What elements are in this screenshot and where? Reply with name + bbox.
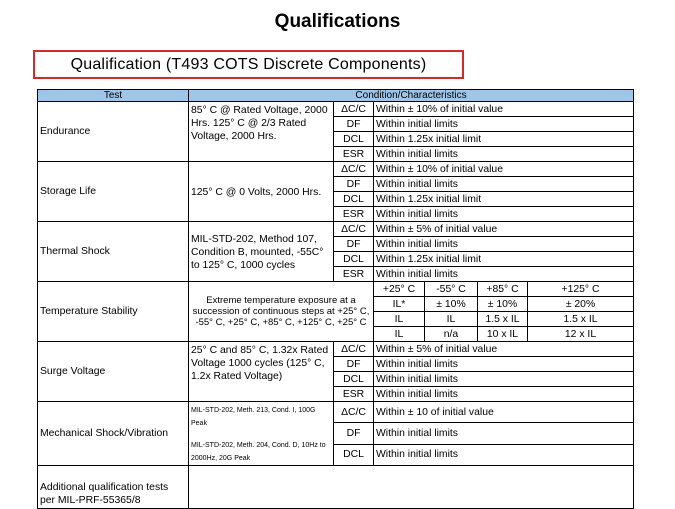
param-cell: ΔC/C (334, 402, 374, 423)
test-surge-voltage: Surge Voltage (38, 342, 189, 402)
additional-tests: Additional qualification tests per MIL-PRF-55365/8 (38, 466, 189, 509)
test-temperature-stability: Temperature Stability (38, 282, 189, 342)
condition-mechanical-shock (189, 402, 334, 466)
param-cell: DCL (334, 132, 374, 147)
result-cell: Within initial limits (374, 357, 634, 372)
tempstab-value-cell: IL (374, 327, 425, 342)
tempstab-value-cell: IL (374, 312, 425, 327)
tempstab-value-cell: n/a (425, 327, 478, 342)
param-cell: ΔC/C (334, 102, 374, 117)
param-cell: DF (334, 237, 374, 252)
tempstab-value-cell: ± 10% (478, 297, 528, 312)
qualification-table (37, 89, 634, 509)
result-cell: Within initial limits (374, 387, 634, 402)
result-cell: Within ± 5% of initial value (374, 342, 634, 357)
tempstab-value-cell: ± 10% (425, 297, 478, 312)
result-cell: Within ± 10% of initial value (374, 102, 634, 117)
additional-empty-cell (189, 466, 634, 509)
test-thermal-shock: Thermal Shock (38, 222, 189, 282)
param-cell: DCL (334, 372, 374, 387)
header-test: Test (38, 90, 189, 102)
tempstab-header-cell: +25° C (374, 282, 425, 297)
condition-endurance: 85° C @ Rated Voltage, 2000 Hrs. 125° C @ 2/3 Rated Voltage, 2000 Hrs. (189, 102, 334, 162)
param-cell: DCL (334, 444, 374, 465)
param-cell: ΔC/C (334, 342, 374, 357)
condition-thermal-shock: MIL-STD-202, Method 107, Condition B, mounted, -55C° to 125° C, 1000 cycles (189, 222, 334, 282)
tempstab-value-cell: ± 20% (528, 297, 634, 312)
result-cell: Within 1.25x initial limit (374, 192, 634, 207)
condition-storage-life: 125° C @ 0 Volts, 2000 Hrs. (189, 162, 334, 222)
condition-surge-voltage: 25° C and 85° C, 1.32x Rated Voltage 1000 cycles (125° C, 1.2x Rated Voltage) (189, 342, 334, 402)
result-cell: Within ± 10 of initial value (374, 402, 634, 423)
result-cell: Within initial limits (374, 267, 634, 282)
result-cell: Within ± 10% of initial value (374, 162, 634, 177)
subtitle-box: Qualification (T493 COTS Discrete Components) (33, 50, 464, 79)
param-cell: ESR (334, 387, 374, 402)
param-cell: ΔC/C (334, 162, 374, 177)
param-cell: DF (334, 117, 374, 132)
tempstab-value-cell: 12 x IL (528, 327, 634, 342)
page-title: Qualifications (274, 11, 401, 32)
result-cell: Within 1.25x initial limit (374, 252, 634, 267)
param-cell: DCL (334, 252, 374, 267)
param-cell: DF (334, 177, 374, 192)
result-cell: Within initial limits (374, 372, 634, 387)
test-mechanical-shock: Mechanical Shock/Vibration (38, 402, 189, 466)
result-cell: Within initial limits (374, 147, 634, 162)
result-cell: Within initial limits (374, 237, 634, 252)
condition-temperature-stability: Extreme temperature exposure at a succession of continuous steps at +25° C, -55° C, +25° C, +85° C, +125° C, +25° C (189, 282, 374, 342)
tempstab-value-cell: 1.5 x IL (528, 312, 634, 327)
result-cell: Within initial limits (374, 207, 634, 222)
param-cell: DCL (334, 192, 374, 207)
result-cell: Within 1.25x initial limit (374, 132, 634, 147)
param-cell: DF (334, 357, 374, 372)
tempstab-value-cell: 1.5 x IL (478, 312, 528, 327)
tempstab-value-cell: 10 x IL (478, 327, 528, 342)
result-cell: Within ± 5% of initial value (374, 222, 634, 237)
tempstab-header-cell: +85° C (478, 282, 528, 297)
tempstab-value-cell: IL* (374, 297, 425, 312)
param-cell: DF (334, 423, 374, 444)
param-cell: ΔC/C (334, 222, 374, 237)
param-cell: ESR (334, 207, 374, 222)
condition-mech-line-1: MIL-STD-202, Meth. 213, Cond. I, 100G Peak (191, 407, 316, 427)
result-cell: Within initial limits (374, 117, 634, 132)
param-cell: ESR (334, 267, 374, 282)
result-cell: Within initial limits (374, 423, 634, 444)
tempstab-value-cell: IL (425, 312, 478, 327)
header-condition: Condition/Characteristics (189, 90, 634, 102)
tempstab-header-cell: -55° C (425, 282, 478, 297)
result-cell: Within initial limits (374, 444, 634, 465)
condition-mech-line-2: MIL-STD-202, Meth. 204, Cond. D, 10Hz to 2000Hz, 20G Peak (191, 442, 326, 462)
test-endurance: Endurance (38, 102, 189, 162)
result-cell: Within initial limits (374, 177, 634, 192)
tempstab-header-cell: +125° C (528, 282, 634, 297)
param-cell: ESR (334, 147, 374, 162)
test-storage-life: Storage Life (38, 162, 189, 222)
